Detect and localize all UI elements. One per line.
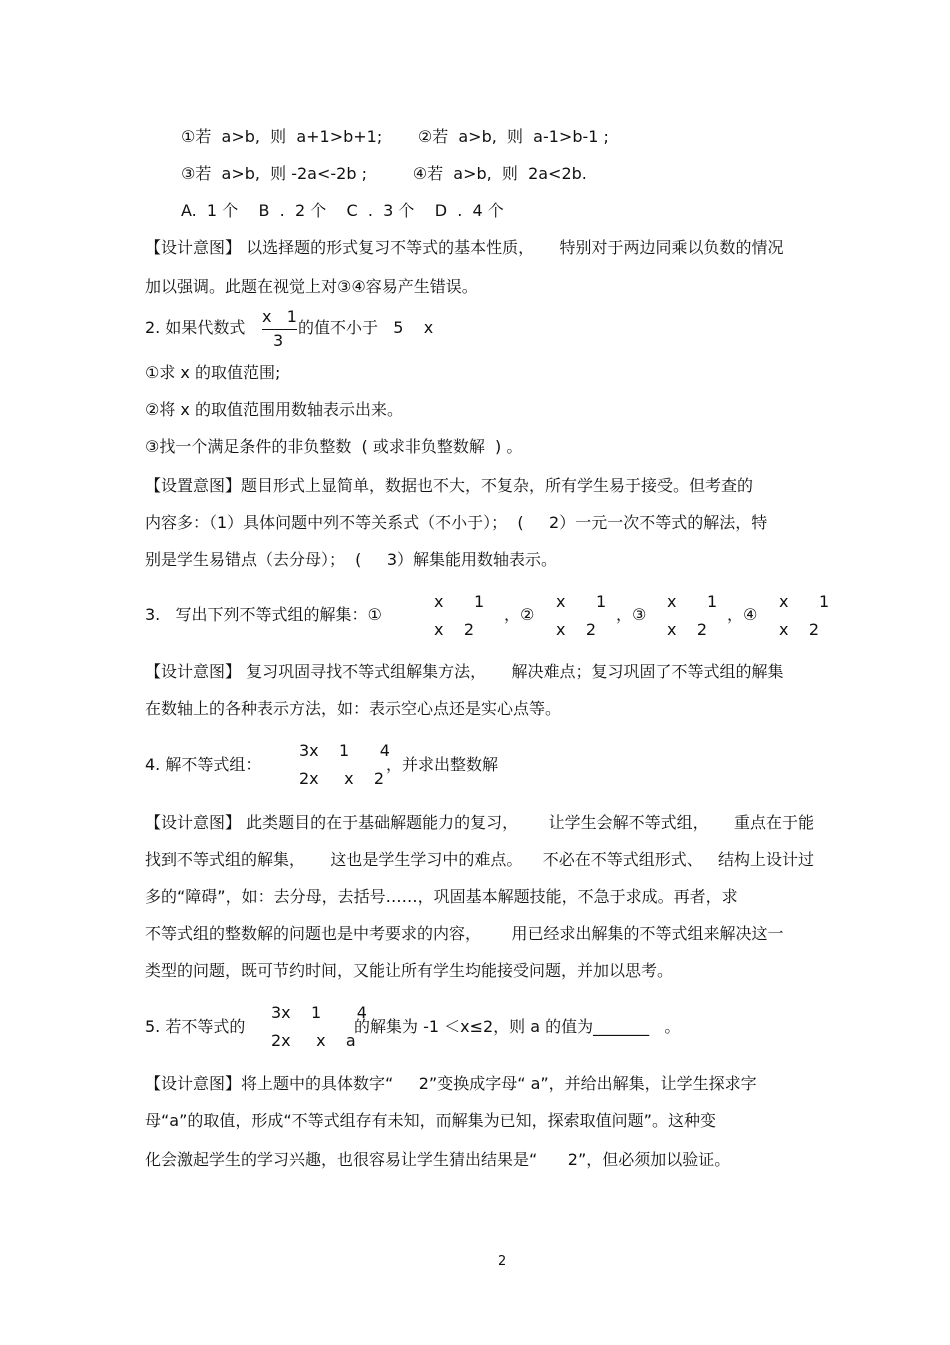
q2-fraction-denominator: 3 bbox=[273, 331, 284, 350]
q3-system2-bottom: x 2 bbox=[556, 620, 596, 639]
q3-lead: 3. 写出下列不等式组的解集：① bbox=[145, 605, 382, 624]
intent1-line2: 加以强调。此题在视觉上对③④容易产生错误。 bbox=[145, 277, 478, 296]
q2-part3: ③找一个满足条件的非负整数 ( 或求非负整数解 ) 。 bbox=[145, 437, 523, 456]
intent4-line2: 找到不等式组的解集， 这也是学生学习中的难点。 不必在不等式组形式、 结构上设计过 bbox=[145, 850, 815, 869]
q2-fraction-numerator: x 1 bbox=[262, 307, 297, 326]
q2-part2: ②将 x 的取值范围用数轴表示出来。 bbox=[145, 400, 403, 419]
intent2-line3: 别是学生易错点（去分母）； ( 3）解集能用数轴表示。 bbox=[145, 550, 558, 569]
q4-system-top: 3x 1 4 bbox=[299, 741, 390, 760]
intent5-line3: 化会激起学生的学习兴趣，也很容易让学生猜出结果是“ 2”，但必须加以验证。 bbox=[145, 1150, 731, 1169]
intent3-line2: 在数轴上的各种表示方法，如：表示空心点还是实心点等。 bbox=[145, 699, 562, 718]
q5-lead: 5. 若不等式的 bbox=[145, 1017, 246, 1036]
q3-system4-bottom: x 2 bbox=[779, 620, 819, 639]
q5-tail: 的解集为 -1 ＜x≤2，则 a 的值为_______ 。 bbox=[354, 1017, 681, 1036]
q3-separator-4: ，④ bbox=[727, 605, 758, 624]
intent4-line1: 【设计意图】 此类题目的在于基础解题能力的复习， 让学生会解不等式组， 重点在于能 bbox=[145, 813, 815, 832]
q3-separator-3: ，③ bbox=[616, 605, 647, 624]
q3-system3-bottom: x 2 bbox=[667, 620, 707, 639]
q3-system1-top: x 1 bbox=[434, 592, 485, 611]
q3-system3-top: x 1 bbox=[667, 592, 718, 611]
q2-lead: 2. 如果代数式 bbox=[145, 318, 246, 337]
intent4-line4: 不等式组的整数解的问题也是中考要求的内容， 用已经求出解集的不等式组来解决这一 bbox=[145, 924, 784, 943]
intent4-line5: 类型的问题，既可节约时间，又能让所有学生均能接受问题，并加以思考。 bbox=[145, 961, 674, 980]
intent5-line2: 母“a”的取值，形成“不等式组存有未知，而解集为已知，探索取值问题”。这种变 bbox=[145, 1111, 716, 1130]
q1-statements-line1: ①若 a>b, 则 a+1>b+1; ②若 a>b, 则 a-1>b-1 ; bbox=[181, 127, 609, 146]
q3-system1-bottom: x 2 bbox=[434, 620, 474, 639]
intent1-line1: 【设计意图】 以选择题的形式复习不等式的基本性质， 特别对于两边同乘以负数的情况 bbox=[145, 238, 784, 257]
q2-fraction-bar bbox=[262, 329, 297, 330]
q5-system-top: 3x 1 4 bbox=[271, 1003, 367, 1022]
q3-system2-top: x 1 bbox=[556, 592, 607, 611]
q2-part1: ①求 x 的取值范围; bbox=[145, 363, 281, 382]
q3-system4-top: x 1 bbox=[779, 592, 830, 611]
q1-statements-line2: ③若 a>b, 则 -2a<-2b ; ④若 a>b, 则 2a<2b. bbox=[181, 164, 587, 183]
q3-separator-2: ，② bbox=[504, 605, 535, 624]
q4-lead: 4. 解不等式组： bbox=[145, 755, 262, 774]
intent2-line1: 【设置意图】题目形式上显简单，数据也不大，不复杂，所有学生易于接受。但考查的 bbox=[145, 476, 754, 495]
intent3-line1: 【设计意图】 复习巩固寻找不等式组解集方法， 解决难点；复习巩固了不等式组的解集 bbox=[145, 662, 784, 681]
q4-system-bottom: 2x x 2 bbox=[299, 769, 385, 788]
intent5-line1: 【设计意图】将上题中的具体数字“ 2”变换成字母“ a”，并给出解集，让学生探求字 bbox=[145, 1074, 757, 1093]
q4-tail: ，并求出整数解 bbox=[386, 755, 499, 774]
q2-tail: 的值不小于 5 x bbox=[298, 318, 434, 337]
intent4-line3: 多的“障碍”，如：去分母，去括号……，巩固基本解题技能，不急于求成。再者，求 bbox=[145, 887, 738, 906]
intent2-line2: 内容多：（1）具体问题中列不等关系式（不小于）； ( 2）一元一次不等式的解法，特 bbox=[145, 513, 768, 532]
q5-system-bottom: 2x x a bbox=[271, 1031, 356, 1050]
page-number: 2 bbox=[498, 1254, 507, 1269]
q1-options: A. 1 个 B . 2 个 C . 3 个 D . 4 个 bbox=[181, 201, 504, 220]
